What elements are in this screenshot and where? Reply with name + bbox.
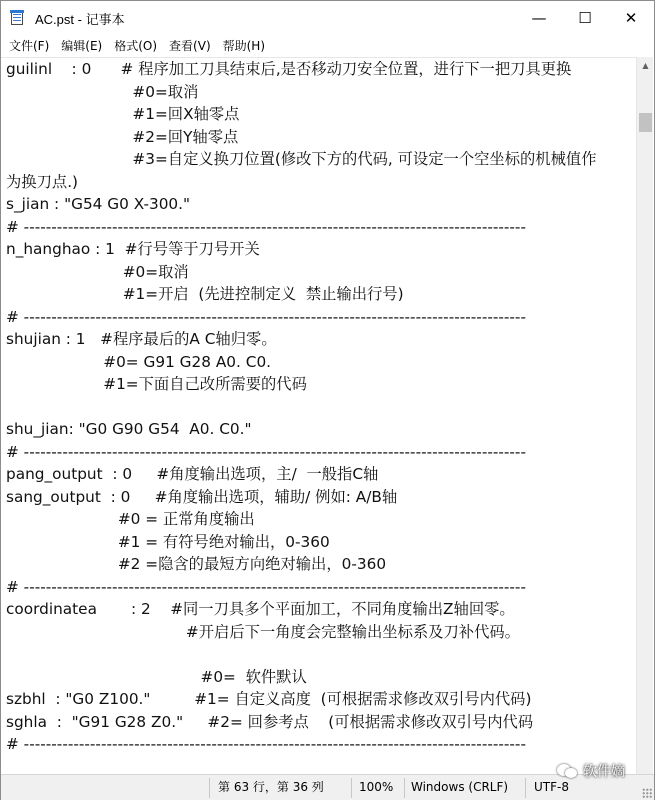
text-editor[interactable] xyxy=(1,57,637,774)
editor-line: #1 = 有符号绝对输出，0-360 xyxy=(6,532,330,551)
editor-line: #0= G91 G28 A0. C0. xyxy=(6,352,272,371)
editor-line: # ------------------------------------------------------------------------------------------- xyxy=(6,577,526,596)
window-controls xyxy=(516,1,654,35)
wechat-icon xyxy=(557,762,579,780)
editor-line: coordinatea : 2 #同一刀具多个平面加工，不同角度输出Z轴回零。 xyxy=(6,600,515,618)
menu-view[interactable]: 查看(V) xyxy=(169,39,211,53)
maximize-button[interactable]: ☐ xyxy=(578,9,592,27)
editor-line: #2=回Y轴零点 xyxy=(6,127,239,146)
editor-line: # ------------------------------------------------------------------------------------------- xyxy=(6,217,526,236)
title-bar[interactable] xyxy=(1,1,654,35)
zoom-level: 100% xyxy=(359,780,394,794)
close-button[interactable]: ✕ xyxy=(624,9,638,27)
editor-line: #0=取消 xyxy=(6,82,199,101)
editor-line: shu_jian: "G0 G90 G54 A0. C0." xyxy=(6,420,252,438)
editor-line: #0=取消 xyxy=(6,262,189,281)
encoding: UTF-8 xyxy=(534,780,569,794)
notepad-icon xyxy=(9,10,25,26)
editor-line: #2 =隐含的最短方向绝对输出，0-360 xyxy=(6,555,387,573)
menu-help[interactable]: 帮助(H) xyxy=(222,39,266,53)
editor-line: #0 = 正常角度输出 xyxy=(6,510,255,528)
menu-format[interactable]: 格式(O) xyxy=(114,39,158,53)
editor-line: # ------------------------------------------------------------------------------------------- xyxy=(6,442,526,461)
editor-line: n_hanghao : 1 #行号等于刀号开关 xyxy=(6,240,260,258)
editor-line: #1=回X轴零点 xyxy=(6,105,240,123)
editor-line: shujian : 1 #程序最后的A C轴归零。 xyxy=(6,330,277,348)
watermark xyxy=(557,761,625,781)
editor-line: szbhl : "G0 Z100." #1= 自定义高度 (可根据需求修改双引号内代码) xyxy=(6,690,532,708)
editor-line: 为换刀点.) xyxy=(6,172,79,191)
editor-line: sang_output : 0 #角度输出选项，辅助/ 例如: A/B轴 xyxy=(6,487,398,506)
editor-line: guilinl : 0 # 程序加工刀具结束后,是否移动刀安全位置，进行下一把刀具更换 xyxy=(6,60,572,78)
resize-grip-icon[interactable] xyxy=(642,788,652,798)
line-ending: Windows (CRLF) xyxy=(411,780,509,794)
editor-line: s_jian : "G54 G0 X-300." xyxy=(6,195,191,213)
editor-line: sghla : "G91 G28 Z0." #2= 回参考点 (可根据需求修改双引号内代码 xyxy=(6,712,534,731)
editor-line: # ------------------------------------------------------------------------------------------- xyxy=(6,307,526,326)
menu-file[interactable]: 文件(F) xyxy=(9,39,50,53)
editor-line: #0= 软件默认 xyxy=(6,667,307,686)
editor-line: # ------------------------------------------------------------------------------------------- xyxy=(6,735,526,753)
editor-line: pang_output : 0 #角度输出选项，主/ 一般指C轴 xyxy=(6,465,379,483)
vertical-scrollbar[interactable] xyxy=(636,57,653,774)
minimize-button[interactable]: — xyxy=(531,9,547,27)
cursor-position: 第 63 行，第 36 列 xyxy=(218,780,324,794)
scroll-up-arrow-icon[interactable]: ▲ xyxy=(642,61,649,70)
editor-line: #1=开启 (先进控制定义 禁止输出行号) xyxy=(6,285,404,303)
menu-edit[interactable]: 编辑(E) xyxy=(61,39,103,53)
editor-line: #3=自定义换刀位置(修改下方的代码, 可设定一个空坐标的机械值作 xyxy=(6,150,597,168)
window-title: AC.pst - 记事本 xyxy=(35,11,125,27)
scrollbar-thumb[interactable] xyxy=(639,113,652,132)
watermark-text: 软件嫡 xyxy=(583,764,625,780)
editor-line: #1=下面自己改所需要的代码 xyxy=(6,375,307,393)
editor-line: #开启后下一角度会完整输出坐标系及刀补代码。 xyxy=(6,622,520,641)
menu-bar xyxy=(1,35,654,57)
